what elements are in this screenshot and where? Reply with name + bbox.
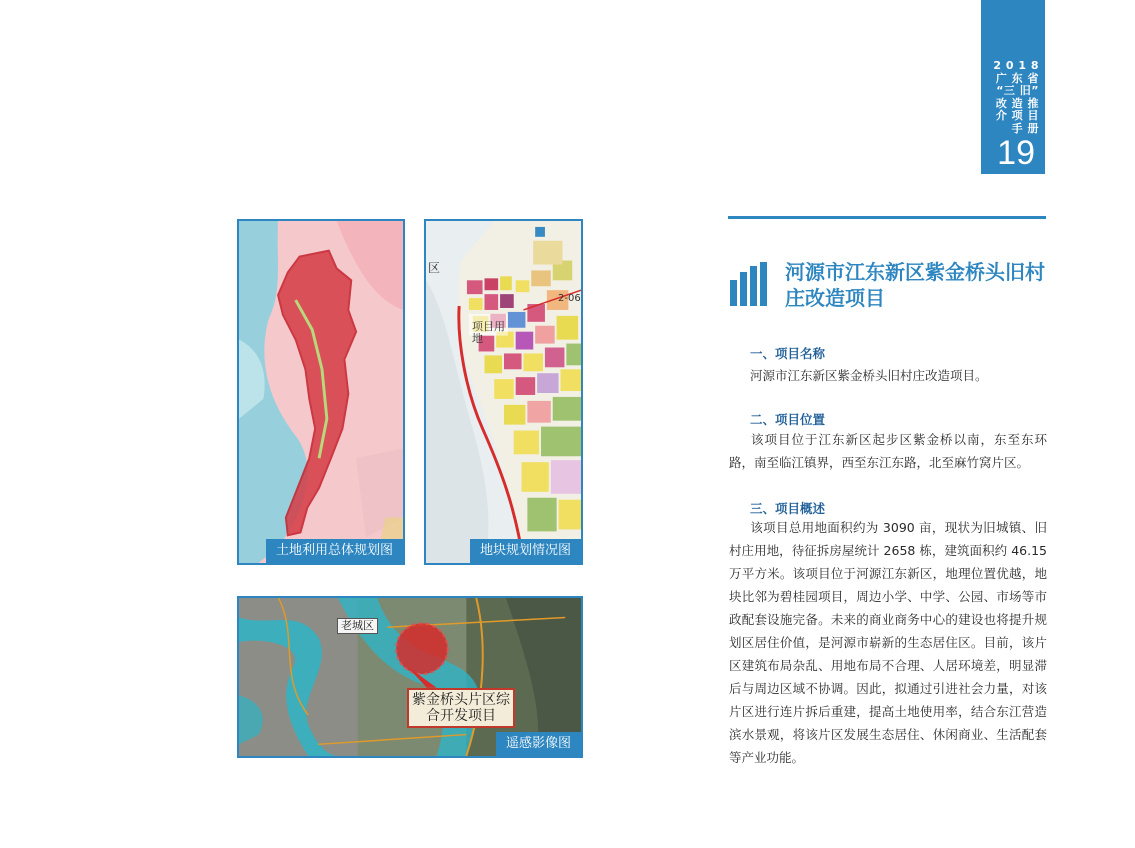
section-heading-location: 二、项目位置: [750, 412, 826, 427]
title-bar-icon: [730, 262, 770, 306]
section-text-overview: 该项目总用地面积约为 3090 亩，现状为旧城镇、旧村庄用地，待征拆房屋统计 2658 栋，建筑面积约 46.15 万平方米。该项目位于河源江东新区，地理位置优越，地块比邻为碧桂园项目，周边小学、中学、公园、市场等市政配套设施完备。未来的商业商务中心的建设也将提升规划区居住价值，是河源市崭新的生态居住区。目前，该片区建筑布局杂乱、用地布局不合理、人居环境差，明显滞后与周边区域不协调。因此，拟通过引进社会力量，对该片区进行连片拆后重建，提高土地使用率，结合东江营造滨水景观，将该片区发展生态居住、休闲商业、生活配套等产业功能。: [729, 520, 1047, 765]
handbook-label: 2 0 1 8 广 东 省 “三 旧” 改 造 推 介 项 目 手 册: [993, 59, 1039, 135]
section-text-name: 河源市江东新区紫金桥头旧村庄改造项目。: [750, 368, 988, 383]
plot-code-label: 2-06: [558, 293, 581, 304]
district-label: 区: [428, 261, 441, 275]
plot-plan-image: [424, 219, 583, 565]
land-use-plan-image: [237, 219, 405, 565]
land-use-map: [239, 221, 403, 563]
page-number: 19: [997, 134, 1035, 172]
project-land-label: 项目用地: [472, 320, 505, 345]
old-city-label: 老城区: [337, 618, 378, 634]
remote-sensing-caption: 遥感影像图: [496, 732, 581, 756]
page-number-tab: [981, 0, 1045, 174]
top-rule-divider: [728, 216, 1046, 219]
article-title: 河源市江东新区紫金桥头旧村庄改造项目: [785, 260, 1045, 310]
plot-plan-map: [426, 221, 581, 563]
plot-plan-caption: 地块规划情况图: [470, 539, 581, 563]
section-heading-overview: 三、项目概述: [750, 501, 826, 516]
land-use-plan-caption: 土地利用总体规划图: [266, 539, 403, 563]
section-text-location: 该项目位于江东新区起步区紫金桥以南，东至东环路，南至临江镇界，西至东江东路，北至麻竹窝片区。: [729, 432, 1047, 470]
section-heading-name: 一、项目名称: [750, 346, 826, 361]
project-callout: 紫金桥头片区综合开发项目: [407, 688, 515, 728]
remote-sensing-image: [237, 596, 583, 758]
